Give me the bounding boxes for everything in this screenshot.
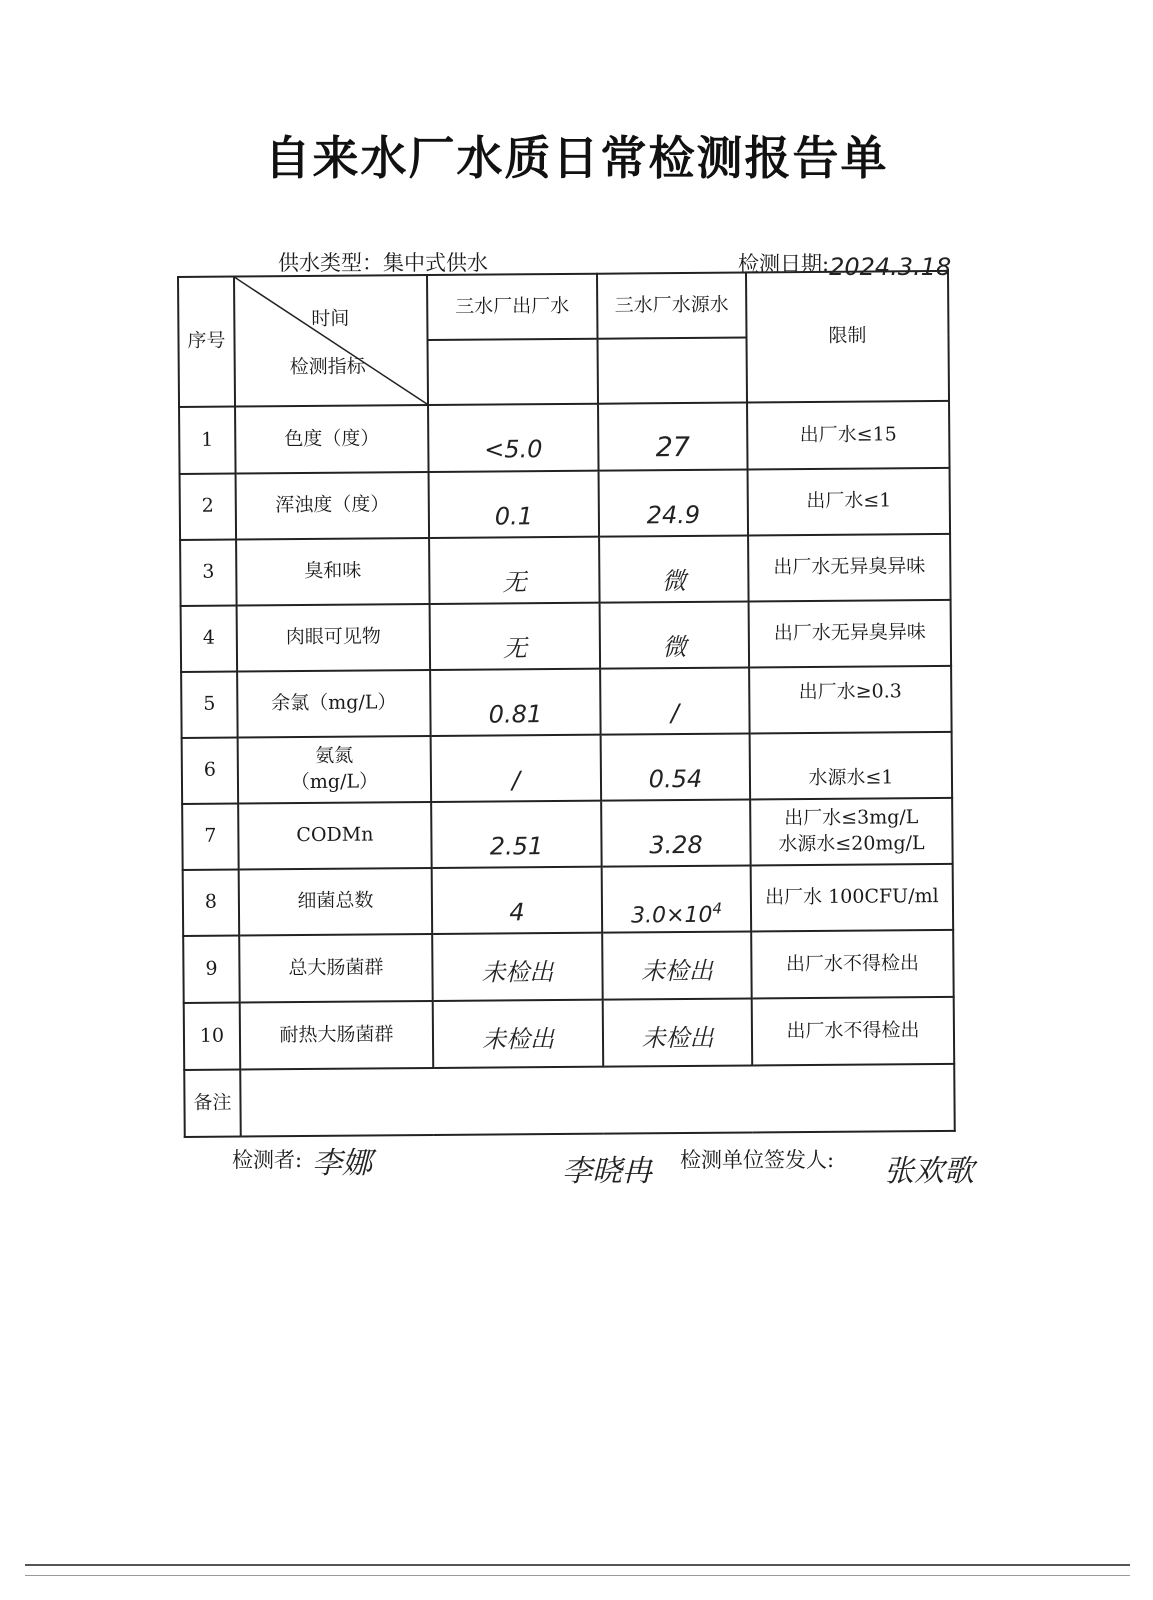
header-seq: 序号 bbox=[178, 277, 235, 407]
row-value-outlet: 未检出 bbox=[481, 958, 554, 987]
issuer-label: 检测单位签发人: bbox=[680, 1148, 835, 1172]
row-limit: 出厂水 100CFU/ml bbox=[751, 864, 954, 932]
row-item: CODMn bbox=[238, 802, 432, 870]
row-item: 浑浊度（度） bbox=[236, 472, 430, 540]
row-item: 耐热大肠菌群 bbox=[240, 1001, 434, 1070]
row-limit-line2: 水源水≤20mg/L bbox=[778, 832, 925, 856]
row-seq: 3 bbox=[180, 540, 237, 606]
table-row bbox=[182, 798, 952, 870]
row-value-outlet: 2.51 bbox=[489, 831, 544, 861]
row-seq: 8 bbox=[183, 870, 240, 936]
row-value-outlet: 4 bbox=[509, 898, 525, 927]
remark-content bbox=[240, 1064, 955, 1137]
table-row bbox=[181, 600, 951, 672]
row-seq: 7 bbox=[182, 804, 239, 870]
issuer-signature: 张欢歌 bbox=[884, 1154, 974, 1189]
scan-edge-line-2 bbox=[25, 1575, 1130, 1576]
row-value-source-base: 3.0×10 bbox=[630, 903, 713, 929]
row-limit: 出厂水不得检出 bbox=[751, 930, 954, 999]
row-value-outlet: <5.0 bbox=[484, 435, 543, 464]
header-limit: 限制 bbox=[746, 271, 949, 403]
row-limit: 出厂水≤1 bbox=[748, 468, 951, 536]
row-seq: 5 bbox=[181, 672, 238, 738]
row-value-outlet: / bbox=[511, 766, 521, 795]
row-seq: 4 bbox=[181, 606, 238, 672]
row-limit: 出厂水不得检出 bbox=[752, 997, 955, 1066]
row-limit bbox=[750, 798, 953, 866]
tester-label: 检测者: bbox=[232, 1148, 303, 1172]
row-value-outlet: 0.1 bbox=[494, 502, 534, 531]
header-indicator: 检测指标 bbox=[289, 355, 366, 379]
table-row bbox=[184, 997, 955, 1070]
supply-type-label: 供水类型： bbox=[278, 251, 383, 275]
remark-row bbox=[184, 1064, 955, 1137]
test-date-value: 2024.3.18 bbox=[829, 253, 952, 281]
row-item: 细菌总数 bbox=[239, 868, 433, 936]
row-value-source: 未检出 bbox=[641, 1024, 714, 1053]
supply-type-value: 集中式供水 bbox=[383, 251, 488, 275]
test-date-label: 检测日期: bbox=[738, 252, 830, 276]
row-value-outlet: 未检出 bbox=[481, 1025, 555, 1054]
row-limit: 水源水≤1 bbox=[750, 732, 953, 800]
row-limit: 出厂水≥0.3 bbox=[749, 666, 952, 734]
table-row bbox=[183, 930, 954, 1003]
header-col1: 三水厂出厂水 bbox=[427, 274, 598, 340]
table-row bbox=[183, 864, 953, 936]
row-value-source: 未检出 bbox=[640, 957, 714, 986]
water-quality-table bbox=[177, 270, 956, 1138]
page-title: 自来水厂水质日常检测报告单 bbox=[264, 131, 889, 185]
row-value-outlet: 0.81 bbox=[488, 699, 543, 729]
diagonal-line bbox=[235, 276, 427, 405]
row-value-outlet: 无 bbox=[502, 568, 527, 597]
row-value-source: 27 bbox=[655, 432, 691, 464]
row-item bbox=[238, 736, 432, 804]
header-col2: 三水厂水源水 bbox=[597, 273, 747, 339]
header-col2-sub bbox=[598, 338, 748, 404]
row-seq: 1 bbox=[179, 407, 236, 474]
row-seq: 2 bbox=[180, 474, 237, 540]
row-seq: 10 bbox=[184, 1003, 241, 1070]
row-item-line1: 氨氮 bbox=[315, 744, 354, 768]
header-col1-sub bbox=[428, 339, 599, 405]
row-value-source: 微 bbox=[662, 632, 687, 661]
scan-edge-line bbox=[25, 1564, 1130, 1566]
row-limit: 出厂水≤15 bbox=[747, 401, 950, 470]
tester-signature-1: 李娜 bbox=[312, 1146, 372, 1181]
tester-signature-2: 李晓冉 bbox=[562, 1154, 652, 1189]
row-value-source: 微 bbox=[661, 566, 687, 595]
row-seq: 6 bbox=[182, 738, 239, 804]
row-limit-line1: 出厂水≤3mg/L bbox=[784, 806, 919, 830]
row-value-source: 0.54 bbox=[648, 764, 703, 794]
row-item-line2: （mg/L） bbox=[290, 770, 379, 794]
row-item: 色度（度） bbox=[235, 405, 429, 474]
header-diagonal bbox=[234, 275, 428, 407]
row-limit: 出厂水无异臭异味 bbox=[748, 534, 951, 602]
table-row bbox=[180, 534, 950, 606]
table-row bbox=[182, 732, 952, 804]
row-value-source bbox=[630, 899, 723, 929]
table-row bbox=[179, 401, 950, 474]
row-limit: 出厂水无异臭异味 bbox=[749, 600, 952, 668]
row-item: 臭和味 bbox=[236, 538, 430, 606]
table-row bbox=[180, 468, 950, 540]
row-value-source: 24.9 bbox=[646, 500, 701, 530]
table-row bbox=[181, 666, 951, 738]
row-item: 肉眼可见物 bbox=[237, 604, 431, 672]
header-time: 时间 bbox=[311, 307, 350, 330]
row-value-source-exp: 4 bbox=[712, 899, 723, 918]
supply-type bbox=[278, 247, 488, 277]
row-seq: 9 bbox=[183, 936, 240, 1003]
row-item: 总大肠菌群 bbox=[239, 934, 433, 1003]
row-value-source: 3.28 bbox=[649, 830, 703, 860]
remark-label: 备注 bbox=[184, 1070, 241, 1137]
row-item: 余氯（mg/L） bbox=[237, 670, 431, 738]
row-value-source: / bbox=[670, 698, 680, 727]
row-value-outlet: 无 bbox=[502, 634, 528, 663]
